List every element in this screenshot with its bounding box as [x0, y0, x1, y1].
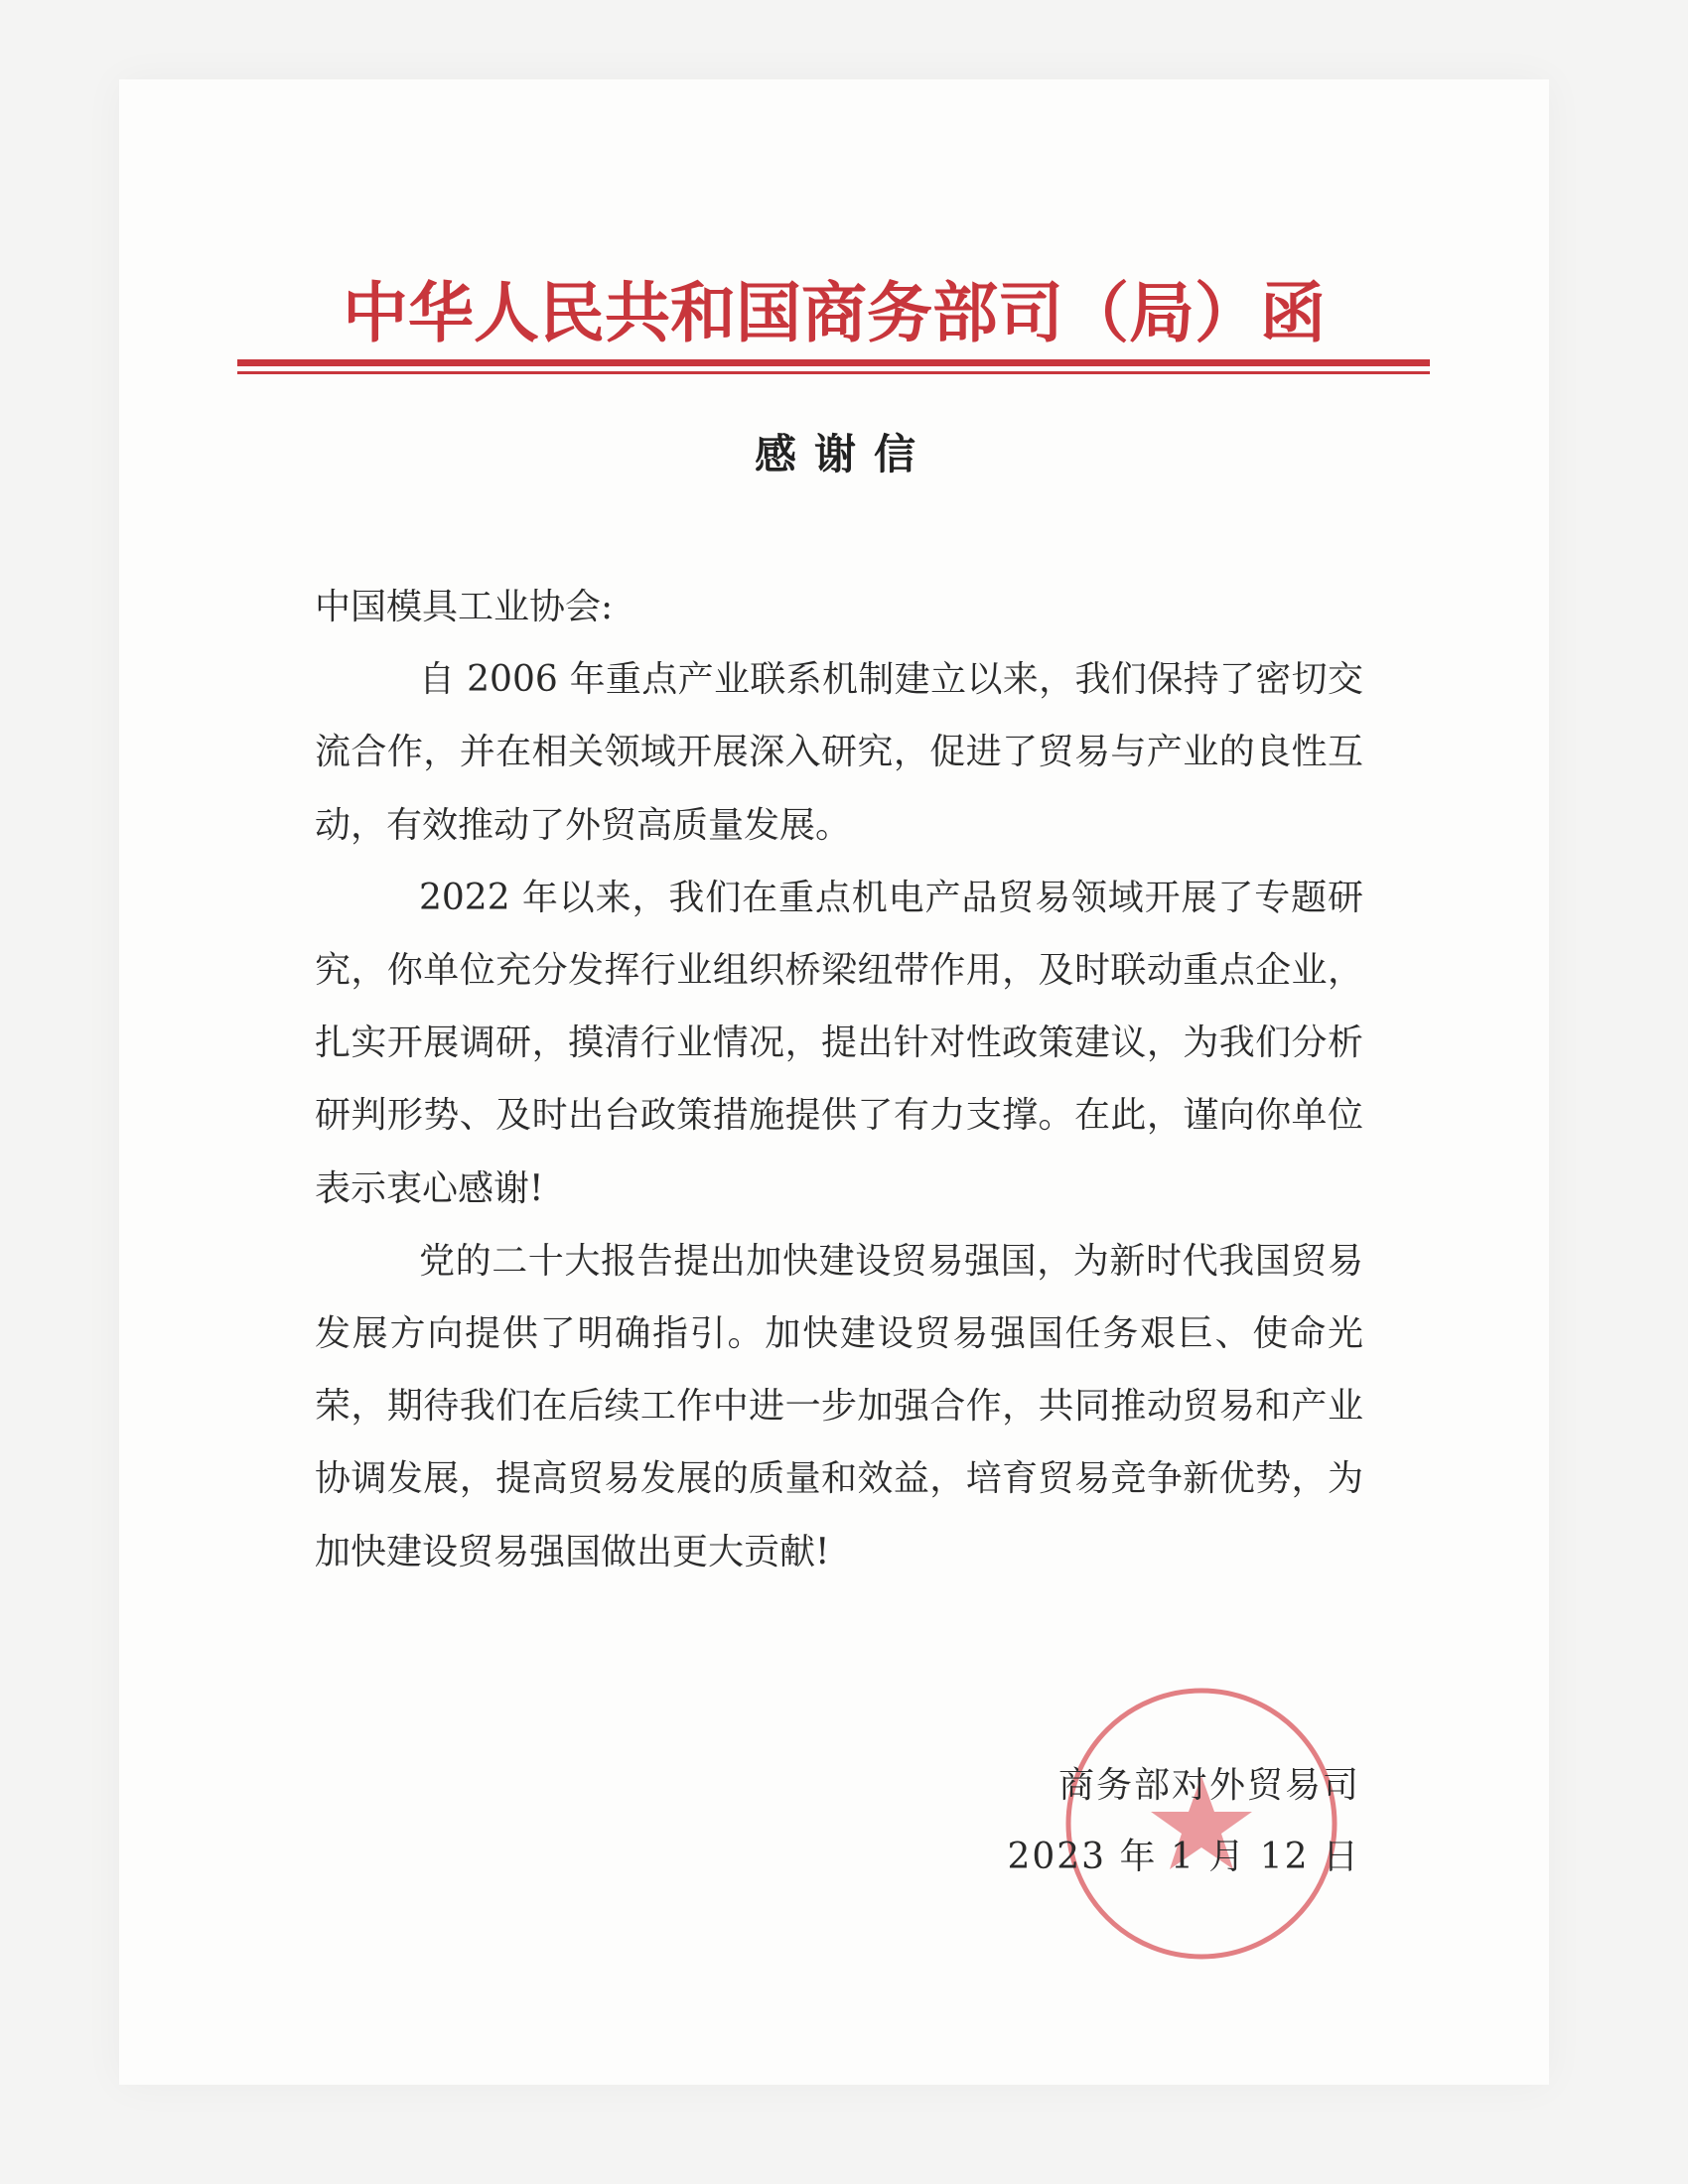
letterhead-title: 中华人民共和国商务部司（局）函 — [343, 274, 1326, 351]
letter-body — [315, 571, 1363, 1588]
letterhead-rule-thin — [237, 371, 1430, 374]
paragraph: 自 2006 年重点产业联系机制建立以来，我们保持了密切交流合作，并在相关领域开展深入研究，促进了贸易与产业的良性互动，有效推动了外贸高质量发展。 — [315, 659, 1363, 846]
signature-date: 2023 年 1 月 12 日 — [1007, 1837, 1360, 1877]
letterhead-rule-thick — [237, 359, 1430, 366]
official-seal — [1062, 1685, 1340, 1963]
paragraph: 2022 年以来，我们在重点机电产品贸易领域开展了专题研究，你单位充分发挥行业组织桥梁纽带作用，及时联动重点企业，扎实开展调研，摸清行业情况，提出针对性政策建议，为我们分析研判形势、及时出台政策措施提供了有力支撑。在此，谨向你单位表示衷心感谢! — [315, 877, 1363, 1209]
document-title: 感谢信 — [754, 430, 933, 478]
salutation: 中国模具工业协会: — [315, 587, 614, 627]
paragraph: 党的二十大报告提出加快建设贸易强国，为新时代我国贸易发展方向提供了明确指引。加快建设贸易强国任务艰巨、使命光荣，期待我们在后续工作中进一步加强合作，共同推动贸易和产业协调发展，提高贸易发展的质量和效益，培育贸易竞争新优势，为加快建设贸易强国做出更大贡献! — [315, 1240, 1363, 1572]
signature-organization: 商务部对外贸易司 — [1057, 1765, 1360, 1806]
